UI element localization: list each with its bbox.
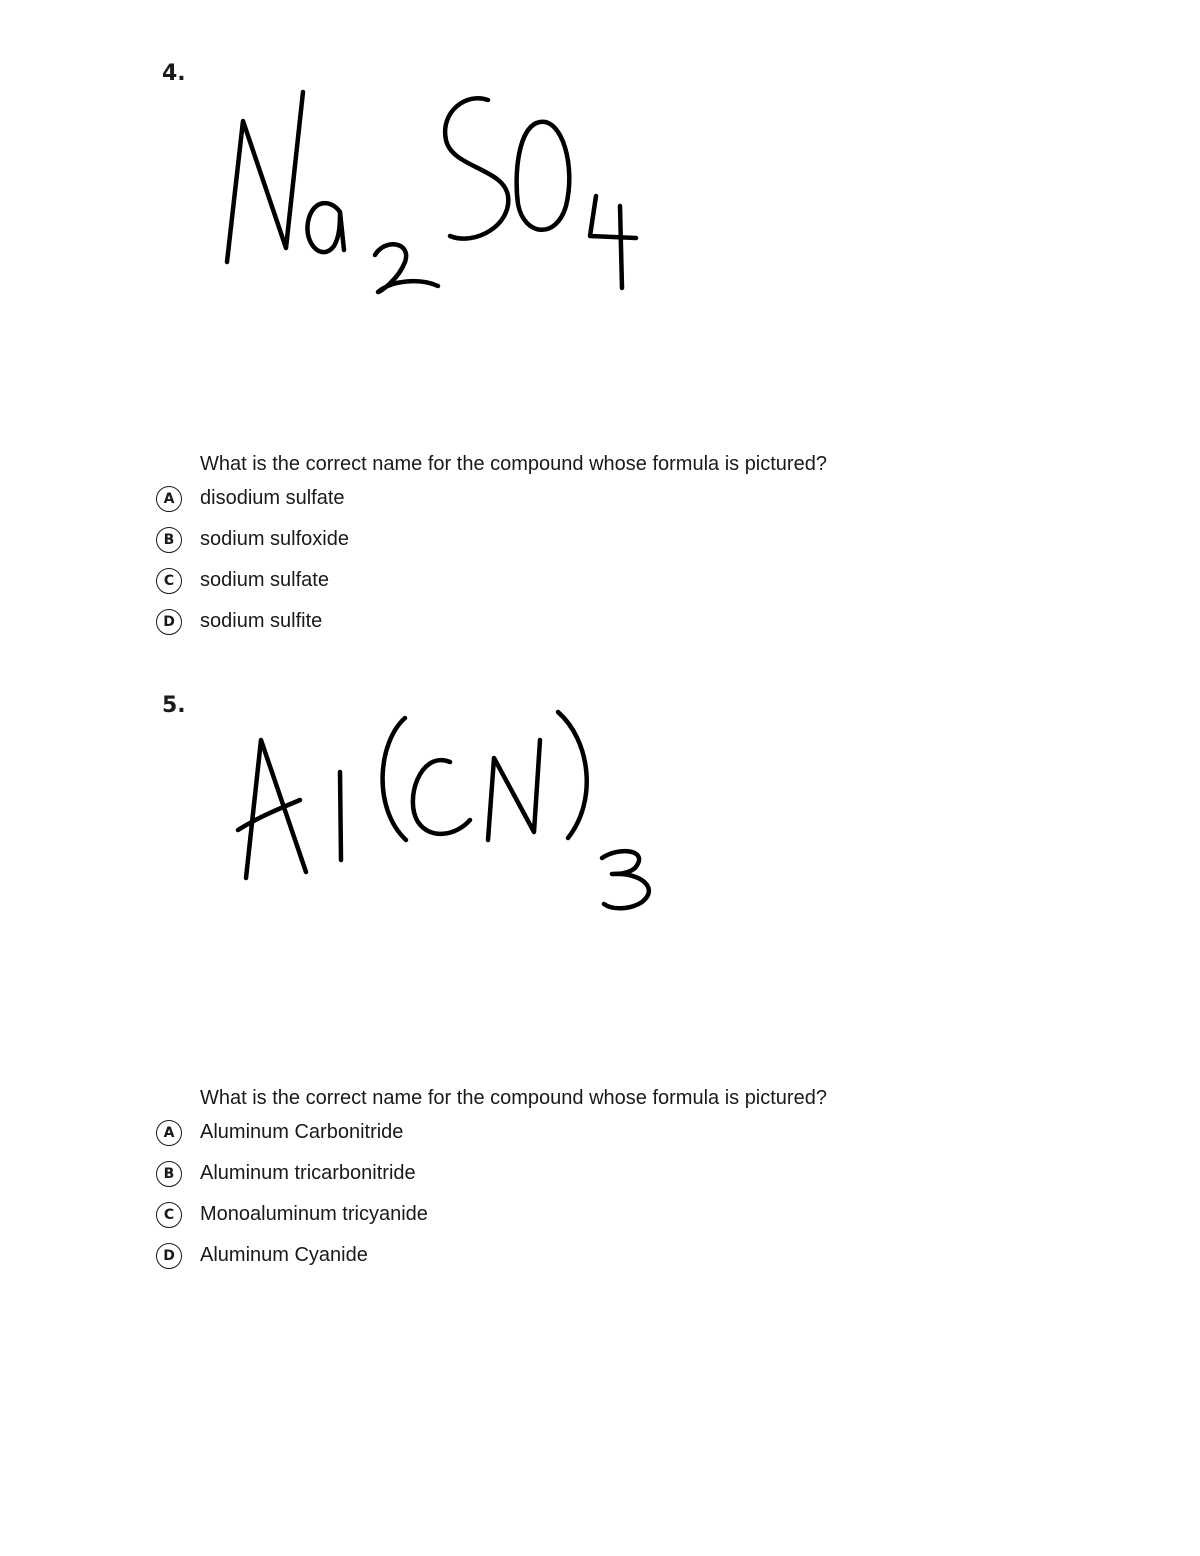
choice-bubble[interactable]: C: [156, 568, 182, 594]
choice-bubble[interactable]: A: [156, 486, 182, 512]
question-prompt: What is the correct name for the compound whose formula is pictured?: [200, 453, 827, 475]
choice-label: Monoaluminum tricyanide: [200, 1203, 428, 1225]
choice-d[interactable]: [156, 601, 349, 642]
choice-label: Aluminum Carbonitride: [200, 1121, 404, 1143]
choice-c[interactable]: [156, 1194, 428, 1235]
choice-bubble[interactable]: A: [156, 1120, 182, 1146]
choice-bubble[interactable]: B: [156, 527, 182, 553]
choice-label: Aluminum Cyanide: [200, 1244, 368, 1266]
choice-bubble[interactable]: B: [156, 1161, 182, 1187]
choice-b[interactable]: [156, 519, 349, 560]
choice-label: sodium sulfoxide: [200, 528, 349, 550]
answer-choices: [156, 478, 349, 642]
choice-a[interactable]: [156, 1112, 428, 1153]
answer-choices: [156, 1112, 428, 1276]
choice-a[interactable]: [156, 478, 349, 519]
choice-c[interactable]: [156, 560, 349, 601]
choice-label: sodium sulfate: [200, 569, 329, 591]
question-number: 5.: [162, 693, 186, 718]
question-number: 4.: [162, 61, 186, 86]
choice-label: sodium sulfite: [200, 610, 323, 632]
choice-b[interactable]: [156, 1153, 428, 1194]
choice-label: disodium sulfate: [200, 487, 345, 509]
choice-d[interactable]: [156, 1235, 428, 1276]
question-prompt: What is the correct name for the compound whose formula is pictured?: [200, 1087, 827, 1109]
choice-label: Aluminum tricarbonitride: [200, 1162, 416, 1184]
choice-bubble[interactable]: D: [156, 609, 182, 635]
choice-bubble[interactable]: C: [156, 1202, 182, 1228]
choice-bubble[interactable]: D: [156, 1243, 182, 1269]
